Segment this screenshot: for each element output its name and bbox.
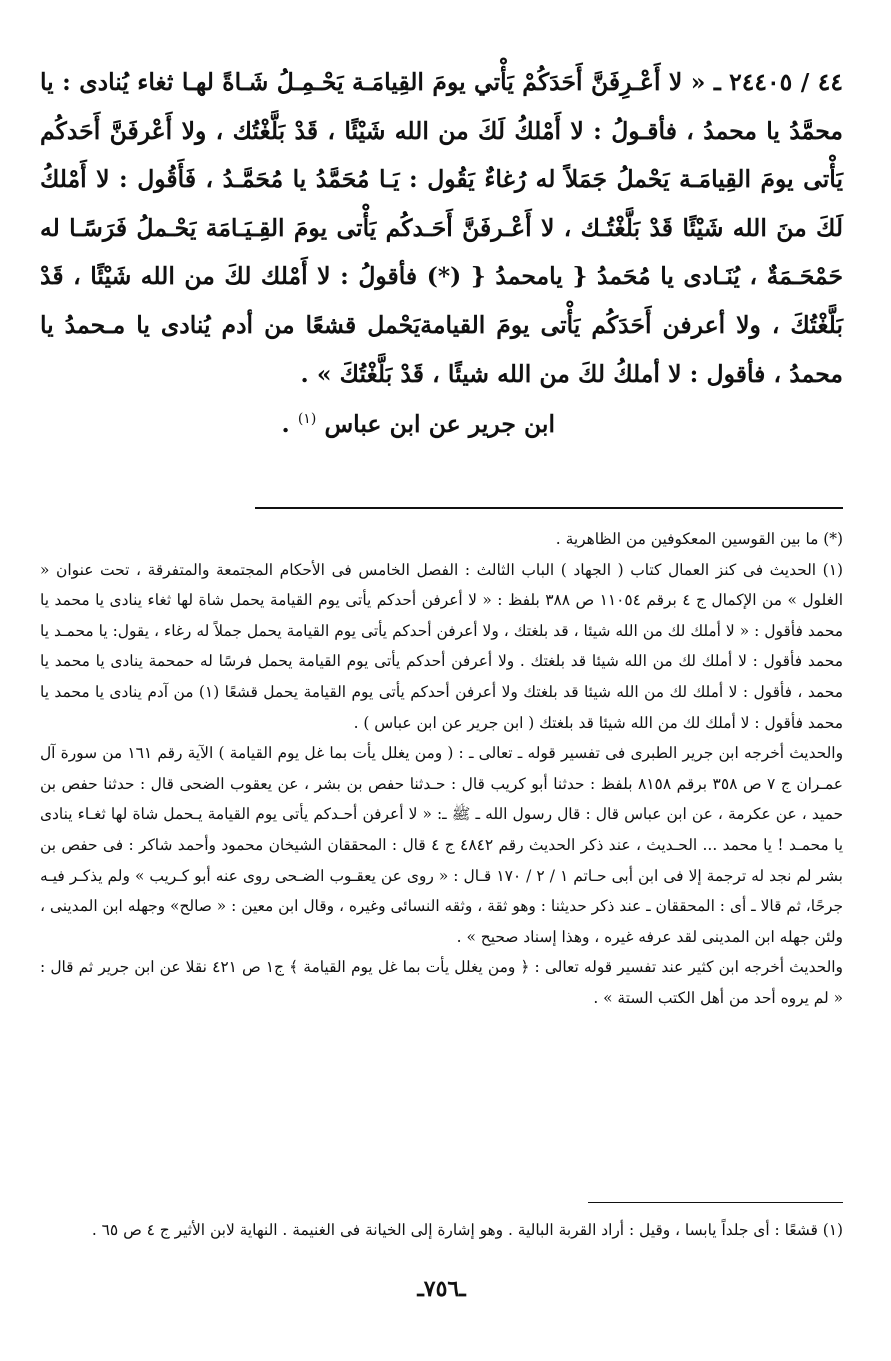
star-note: (*) ما بين القوسين المعكوفين من الظاهرية . [555,530,843,548]
lexical-note-divider [588,1202,843,1203]
hadith-attribution: ابن جرير عن ابن عباس $^{(١)}$ . [281,410,555,439]
attribution-source: ابن جرير عن ابن عباس [324,410,555,439]
footnote-paragraph: والحديث أخرجه ابن جرير الطبرى فى تفسير قوله ـ تعالى ـ : ( ومن يغلل يأت بما غل يوم القيامة ) الآية رقم ١٦١ من سورة آل عمـران ج ٧ ص ٣٥٨ برقم ٨١٥٨ بلفظ : حدثنا أبو كريب قال : حـدثنا حفص بن بشر ، عن يعقوب الضحى قال : حدثنا حفص بن حميد ، عن عكرمة ، عن ابن عباس قال : قال رسول الله ـ ﷺ ـ: « لا أعرفن أحـدكم يأتى يوم القيامة يـحمل شاة لها ثغـاء ينادى يا محمـد ! يا محمد ... الحـديث ، عند ذكر الحديث رقم ٤٨٤٢ ج ٤ قال : المحققان الشيخان محمود وأحمد شاكر : فى حفص بن بشر لم نجد له ترجمة إلا فى ابن أبى حـاتم ١ / ٢ / ١٧٠ قـال : « روى عن يعقـوب الضـحى روى عنه أبو كـريب » ولم يذكـر فيـه جرحًا، ثم قالا ـ أى : المحققان ـ عند ذكر حديثنا : وهو ثقة ، وثقه النسائى وغيره ، وقال ابن معين : « صالح» وجهله ابن المدينى ، ولئن جهله ابن المدينى لقد عرفه غيره ، وهذا إسناد صحيح » . [40,744,843,946]
page-number: ـ٧٥٦ـ [417,1276,466,1302]
footnote-divider [255,507,843,509]
hadith-text: ٤٤ / ٢٤٤٠٥ ـ « لا أَعْـرِفَنَّ أَحَدَكُمْ يَأْتي يومَ القِيامَـة يَحْـمِـلُ شَـاةً لهـا ثغاء يُنادى : يا محمَّدُ يا محمدُ ، فأقـولُ : لا أَمْلكُ لَكَ من الله شَيْئًا ، قَدْ بَلَّغْتُك ، ولا أَعْرفَنَّ أَحَدكُم يَأْتى يومَ القِيامَـة يَحْملُ جَمَلاً له رُغاءٌ يَقُول : يَـا مُحَمَّدُ يا مُحَمَّـدُ ، فَأَقُول : لا أَمْلكُ لَكَ منَ الله شَيْئًا قَدْ بَلَّغْتُـك ، لا أَعْـرفَنَّ أَحَـدكُم يَأْتى يومَ القِـيَـامَة يَحْـملُ فَرَسًـا له حَمْحَـمَةٌ ، يُنَـادى يا مُحَمدُ { يامحمدُ { (*) فأقولُ : لا أَمْلك لكَ من الله شَيْئًا ، قَدْ بَلَّغْتُكَ ، ولا أعرفن أَحَدَكُم يَأْتى يومَ القيامةيَحْمل قشعًا من أدم يُنادى يا مـحمدُ يا محمدُ ، فأقول : لا أملكُ لكَ من الله شيئًا ، قَدْ بَلَّغْتُكَ » . [40,68,843,388]
page [40,58,843,1361]
footnotes [40,524,843,1014]
footnote-paragraph: والحديث أخرجه ابن كثير عند تفسير قوله تعالى : ﴿ ومن يغلل يأت بما غل يوم القيامة ﴾ ج١ ص ٤٢١ نقلا عن ابن جرير ثم قال : « لم يروه أحد من أهل الكتب الستة » . [40,958,843,1007]
lexical-note: (١) قشعًا : أى جلداً يابسا ، وقيل : أراد القربة البالية . وهو إشارة إلى الخيانة فى الغنيمة . النهاية لابن الأثير ج ٤ ص ٦٥ . [91,1221,843,1239]
attribution-footnote-ref: (١) [297,411,317,428]
footnote-paragraph: (١) الحديث فى كنز العمال كتاب ( الجهاد ) الباب الثالث : الفصل الخامس فى الأحكام المجتمعة والمتفرقة ، تحت عنوان « الغلول » من الإكمال ج ٤ برقم ١١٠٥٤ ص ٣٨٨ بلفظ : « لا أعرفن أحدكم يأتى يوم القيامة يحمل شاة لها ثغاء ينادى يا محمد يا محمد فأقول : « لا أملك لك من الله شيئا ، قد بلغتك ، ولا أعرفن أحدكم يأتى يوم القيامة يحمل جملاً له رغاء ، يقول: يا محمـد يا محمد فأقول : لا أملك لك من الله شيئا قد بلغتك . ولا أعرفن أحدكم يأتى يوم القيامة يحمل فرسًا له حمحمة ينادى يا محمد يا محمد ، فأقول : لا أملك لك من الله شيئا قد بلغتك ولا أعرفن أحدكم يأتى يوم القيامة يحمل قشعًا (١) من آدم ينادى يا محمد يا محمد فأقول : لا أملك لك من الله شيئا قد بلغتك ( ابن جرير عن ابن عباس ) . [40,560,843,732]
